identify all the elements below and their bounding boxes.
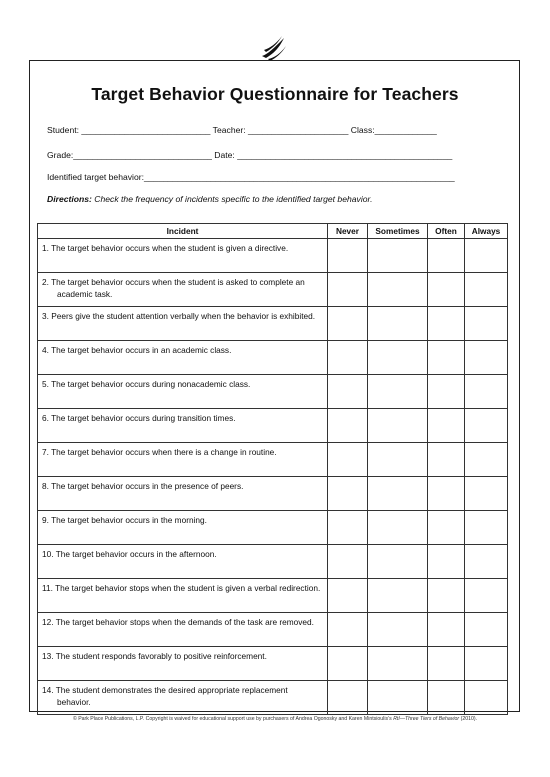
always-checkbox-cell[interactable] [465, 273, 508, 307]
incident-cell [38, 613, 328, 647]
often-checkbox-cell[interactable] [428, 647, 465, 681]
footer-book-title: RtI—Three Tiers of Behavior [393, 716, 460, 722]
never-checkbox-cell[interactable] [328, 239, 368, 273]
sometimes-checkbox-cell[interactable] [368, 341, 428, 375]
incident-cell [38, 511, 328, 545]
sometimes-checkbox-cell[interactable] [368, 511, 428, 545]
incident-cell [38, 579, 328, 613]
always-checkbox-cell[interactable] [465, 307, 508, 341]
never-checkbox-cell[interactable] [328, 647, 368, 681]
incident-text: 6. The target behavior occurs during transition times. [42, 413, 236, 423]
always-checkbox-cell[interactable] [465, 613, 508, 647]
always-checkbox-cell[interactable] [465, 443, 508, 477]
incident-text: 2. The target behavior occurs when the student is asked to complete an academic task. [42, 277, 305, 299]
incident-cell [38, 341, 328, 375]
always-checkbox-cell[interactable] [465, 681, 508, 715]
incident-text: 10. The target behavior occurs in the afternoon. [42, 549, 217, 559]
incident-text: 12. The target behavior stops when the demands of the task are removed. [42, 617, 314, 627]
sometimes-checkbox-cell[interactable] [368, 477, 428, 511]
incident-cell [38, 273, 328, 307]
table-row [38, 477, 508, 511]
often-checkbox-cell[interactable] [428, 613, 465, 647]
header-sometimes: Sometimes [368, 224, 428, 239]
always-checkbox-cell[interactable] [465, 375, 508, 409]
directions-text: Check the frequency of incidents specific to the identified target behavior. [91, 194, 373, 204]
target-behavior-line: Identified target behavior:_________________________________________________________________ [47, 172, 455, 182]
table-row [38, 375, 508, 409]
table-row [38, 613, 508, 647]
sometimes-checkbox-cell[interactable] [368, 375, 428, 409]
table-row [38, 409, 508, 443]
incident-text: 7. The target behavior occurs when there is a change in routine. [42, 447, 277, 457]
table-row [38, 341, 508, 375]
sometimes-checkbox-cell[interactable] [368, 239, 428, 273]
incident-cell [38, 307, 328, 341]
sometimes-checkbox-cell[interactable] [368, 443, 428, 477]
often-checkbox-cell[interactable] [428, 545, 465, 579]
sometimes-checkbox-cell[interactable] [368, 681, 428, 715]
never-checkbox-cell[interactable] [328, 545, 368, 579]
header-row [38, 224, 508, 239]
often-checkbox-cell[interactable] [428, 375, 465, 409]
never-checkbox-cell[interactable] [328, 579, 368, 613]
frequency-table [37, 223, 508, 715]
sometimes-checkbox-cell[interactable] [368, 579, 428, 613]
incident-text: 14. The student demonstrates the desired appropriate replacement behavior. [42, 685, 288, 707]
directions-label: Directions: [47, 194, 92, 204]
incident-text: 4. The target behavior occurs in an academic class. [42, 345, 232, 355]
never-checkbox-cell[interactable] [328, 341, 368, 375]
publisher-logo-icon [258, 34, 288, 62]
sometimes-checkbox-cell[interactable] [368, 273, 428, 307]
sometimes-checkbox-cell[interactable] [368, 545, 428, 579]
often-checkbox-cell[interactable] [428, 273, 465, 307]
never-checkbox-cell[interactable] [328, 273, 368, 307]
always-checkbox-cell[interactable] [465, 511, 508, 545]
always-checkbox-cell[interactable] [465, 477, 508, 511]
incident-text: 3. Peers give the student attention verbally when the behavior is exhibited. [42, 311, 316, 321]
incident-cell [38, 477, 328, 511]
table-row [38, 545, 508, 579]
footer-year: (2010). [459, 716, 478, 722]
often-checkbox-cell[interactable] [428, 477, 465, 511]
often-checkbox-cell[interactable] [428, 307, 465, 341]
always-checkbox-cell[interactable] [465, 239, 508, 273]
never-checkbox-cell[interactable] [328, 409, 368, 443]
incident-text: 5. The target behavior occurs during nonacademic class. [42, 379, 251, 389]
incident-text: 11. The target behavior stops when the student is given a verbal redirection. [42, 583, 321, 593]
incident-text: 1. The target behavior occurs when the student is given a directive. [42, 243, 289, 253]
footer-text: © Park Place Publications, L.P. Copyright is waived for educational support use by purchasers of Andrea Ogonosky and Karen Mintsioulis’s [72, 716, 394, 722]
header-always: Always [465, 224, 508, 239]
table-row [38, 273, 508, 307]
table-row [38, 239, 508, 273]
often-checkbox-cell[interactable] [428, 239, 465, 273]
never-checkbox-cell[interactable] [328, 511, 368, 545]
sometimes-checkbox-cell[interactable] [368, 307, 428, 341]
table-row [38, 511, 508, 545]
incident-cell [38, 239, 328, 273]
incident-cell [38, 545, 328, 579]
copyright-footer [0, 716, 550, 722]
incident-cell [38, 409, 328, 443]
always-checkbox-cell[interactable] [465, 647, 508, 681]
table-row [38, 579, 508, 613]
often-checkbox-cell[interactable] [428, 341, 465, 375]
student-teacher-class-line: Student: ___________________________ Teacher: _____________________ Class:_____________ [47, 125, 437, 135]
header-incident: Incident [38, 224, 328, 239]
table-row [38, 307, 508, 341]
incident-cell [38, 375, 328, 409]
table-row [38, 443, 508, 477]
often-checkbox-cell[interactable] [428, 443, 465, 477]
always-checkbox-cell[interactable] [465, 579, 508, 613]
header-often: Often [428, 224, 465, 239]
never-checkbox-cell[interactable] [328, 613, 368, 647]
never-checkbox-cell[interactable] [328, 375, 368, 409]
often-checkbox-cell[interactable] [428, 409, 465, 443]
incident-text: 9. The target behavior occurs in the morning. [42, 515, 207, 525]
incident-text: 13. The student responds favorably to positive reinforcement. [42, 651, 267, 661]
incident-cell [38, 681, 328, 715]
sometimes-checkbox-cell[interactable] [368, 613, 428, 647]
often-checkbox-cell[interactable] [428, 681, 465, 715]
header-never: Never [328, 224, 368, 239]
directions [47, 194, 372, 204]
table-row [38, 647, 508, 681]
often-checkbox-cell[interactable] [428, 511, 465, 545]
incident-text: 8. The target behavior occurs in the presence of peers. [42, 481, 244, 491]
sometimes-checkbox-cell[interactable] [368, 409, 428, 443]
never-checkbox-cell[interactable] [328, 307, 368, 341]
always-checkbox-cell[interactable] [465, 409, 508, 443]
table-row [38, 681, 508, 715]
grade-date-line: Grade:_____________________________ Date: _____________________________________________ [47, 150, 453, 160]
always-checkbox-cell[interactable] [465, 545, 508, 579]
always-checkbox-cell[interactable] [465, 341, 508, 375]
never-checkbox-cell[interactable] [328, 443, 368, 477]
sometimes-checkbox-cell[interactable] [368, 647, 428, 681]
never-checkbox-cell[interactable] [328, 477, 368, 511]
incident-cell [38, 443, 328, 477]
incident-cell [38, 647, 328, 681]
never-checkbox-cell[interactable] [328, 681, 368, 715]
page-title: Target Behavior Questionnaire for Teachers [91, 84, 459, 104]
often-checkbox-cell[interactable] [428, 579, 465, 613]
